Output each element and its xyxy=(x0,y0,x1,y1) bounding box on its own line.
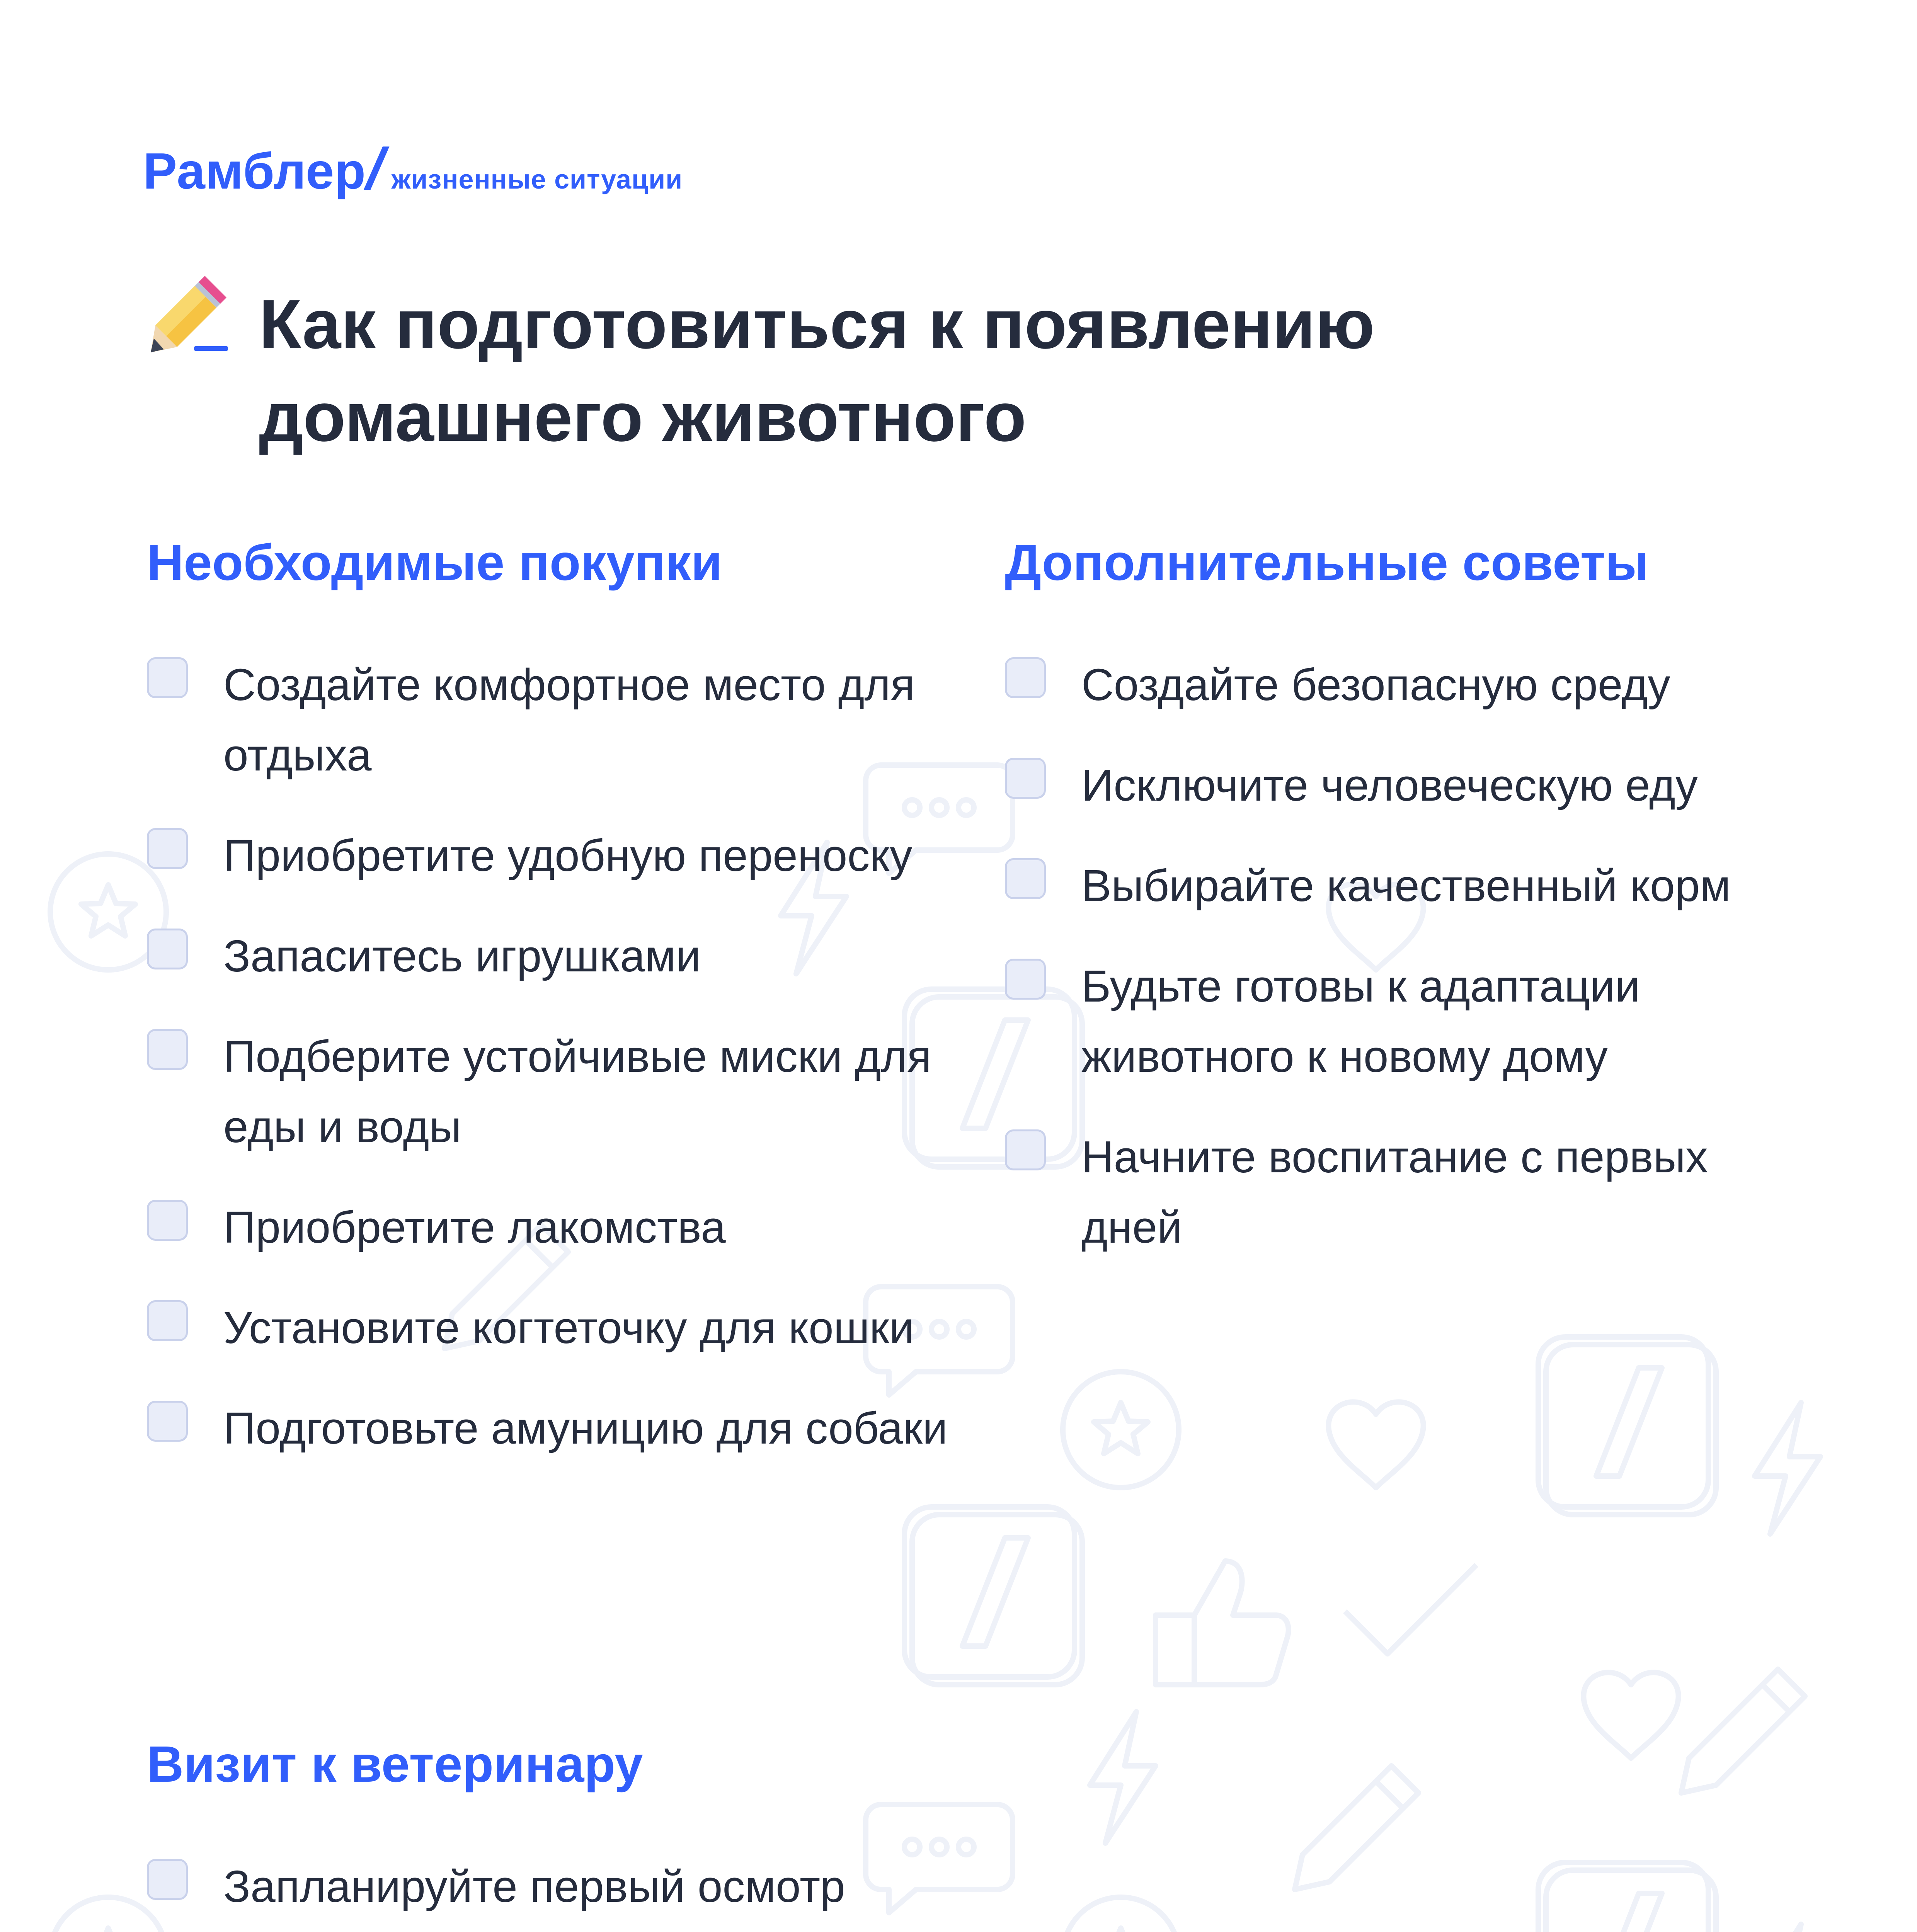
section-heading-purchases: Необходимые покупки xyxy=(147,534,722,591)
checkbox[interactable] xyxy=(147,1200,188,1241)
checklist-item xyxy=(147,1192,978,1262)
checklist-item-label: Начните воспитание с первых дней xyxy=(1081,1132,1708,1252)
checklist-tips xyxy=(1005,650,1817,1262)
checklist-item xyxy=(147,921,978,991)
checklist-item-label: Подготовьте амуницию для собаки xyxy=(223,1403,948,1453)
checkbox[interactable] xyxy=(147,828,188,869)
checkbox[interactable] xyxy=(147,1401,188,1442)
checklist-item-label: Приобретите лакомства xyxy=(223,1202,726,1252)
checkbox[interactable] xyxy=(1005,959,1046,1000)
checkbox[interactable] xyxy=(1005,1129,1046,1170)
brand-subtitle: жизненные ситуации xyxy=(391,164,683,194)
checklist-purchases xyxy=(147,650,978,1463)
checkbox[interactable] xyxy=(1005,858,1046,899)
checklist-item-label: Создайте безопасную среду xyxy=(1081,660,1670,710)
checklist-vet xyxy=(147,1851,978,1932)
checklist-item-label: Создайте комфортное место для отдыха xyxy=(223,660,915,780)
checklist-item xyxy=(1005,750,1817,820)
brand-name: Рамблер xyxy=(143,143,366,199)
checkbox[interactable] xyxy=(147,1029,188,1070)
checkbox[interactable] xyxy=(1005,758,1046,799)
checklist-item xyxy=(1005,850,1817,921)
checkbox[interactable] xyxy=(147,657,188,698)
checklist-item-label: Будьте готовы к адаптации животного к новому дому xyxy=(1081,961,1640,1082)
page-title: Как подготовиться к появлению домашнего животного xyxy=(259,286,1375,456)
brand-slash: / xyxy=(360,136,393,201)
checkbox[interactable] xyxy=(147,929,188,969)
checklist-item xyxy=(1005,650,1817,720)
section-vet xyxy=(147,1735,978,1932)
checkbox[interactable] xyxy=(147,1859,188,1900)
section-heading-tips: Дополнительные советы xyxy=(1005,534,1649,591)
checklist-item-label: Выбирайте качественный корм xyxy=(1081,861,1731,911)
checkbox[interactable] xyxy=(147,1300,188,1341)
section-purchases xyxy=(147,533,978,1493)
checklist-item xyxy=(147,1851,978,1922)
checklist-item-label: Исключите человеческую еду xyxy=(1081,760,1698,810)
checkbox[interactable] xyxy=(1005,657,1046,698)
checklist-item xyxy=(147,1021,978,1162)
checklist-item xyxy=(147,820,978,891)
checklist-item xyxy=(147,650,978,790)
checklist-item-label: Установите когтеточку для кошки xyxy=(223,1303,914,1353)
checklist-item xyxy=(147,1393,978,1463)
checklist-item xyxy=(1005,1122,1817,1262)
brand-logo xyxy=(143,135,683,202)
checklist-item-label: Приобретите удобную переноску xyxy=(223,830,913,881)
checklist-item xyxy=(147,1293,978,1363)
pencil-icon xyxy=(147,270,232,355)
checklist-item-label: Запаситесь игрушками xyxy=(223,931,701,981)
checklist-item-label: Подберите устойчивые миски для еды и воды xyxy=(223,1031,931,1152)
section-heading-vet: Визит к ветеринару xyxy=(147,1736,643,1793)
checklist-item xyxy=(1005,951,1817,1092)
section-tips xyxy=(1005,533,1817,1293)
checklist-item-label: Запланируйте первый осмотр xyxy=(223,1861,845,1912)
